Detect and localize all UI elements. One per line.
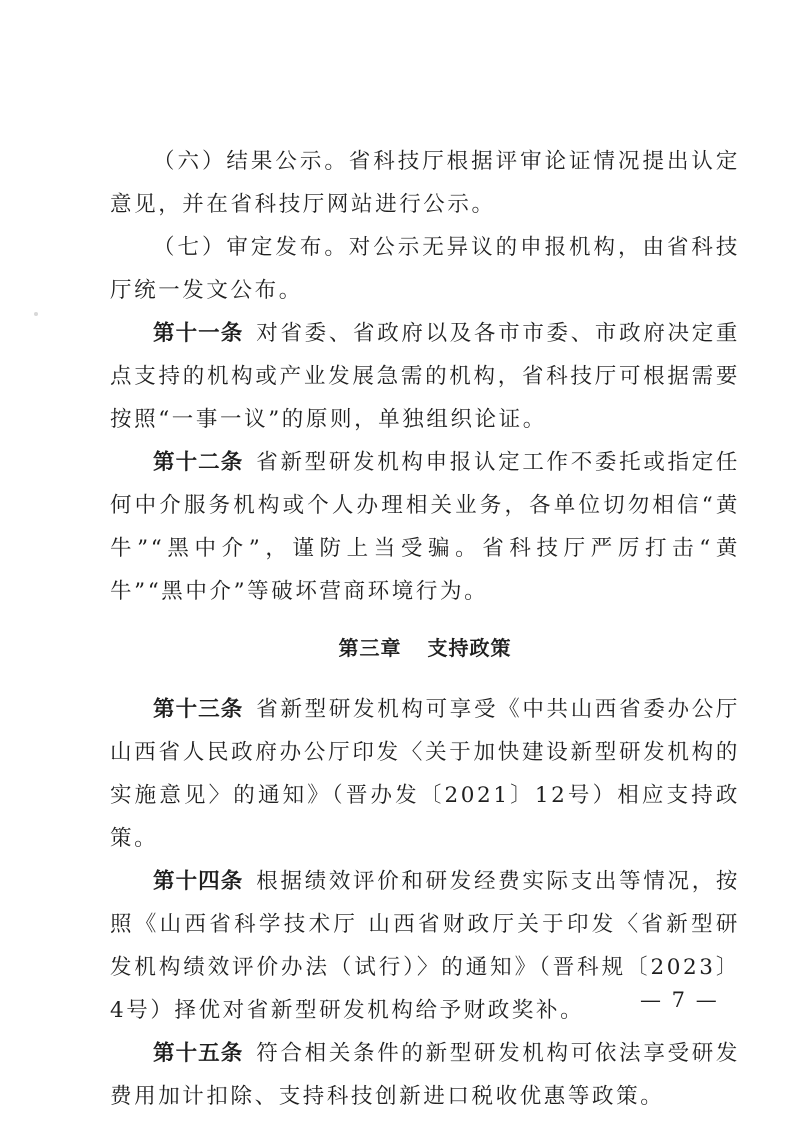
scan-artifact-dot [34,312,38,316]
article-text: 对省委、省政府以及各市市委、市政府决定重点支持的机构或产业发展急需的机构，省科技厅可根据需要按照“一事一议”的原则，单独组织论证。 [110,321,740,432]
paragraph-text: （六）结果公示。省科技厅根据评审论证情况提出认定意见，并在省科技厅网站进行公示。 [110,149,740,217]
article-heading: 第十四条 [153,869,244,894]
article-text: 省新型研发机构申报认定工作不委托或指定任何中介服务机构或个人办理相关业务，各单位切勿相信“黄牛”“黑中介”，谨防上当受骗。省科技厅严厉打击“黄牛”“黑中介”等破坏营商环境行为。 [110,450,740,604]
paragraph-text: （七）审定发布。对公示无异议的申报机构，由省科技厅统一发文公布。 [110,235,740,303]
document-body [110,140,740,1118]
article-13 [110,688,740,860]
article-text: 符合相关条件的新型研发机构可依法享受研发费用加计扣除、支持科技创新进口税收优惠等政策。 [110,1041,740,1109]
paragraph-item-7 [110,226,740,312]
paragraph-item-6 [110,140,740,226]
article-text: 根据绩效评价和研发经费实际支出等情况，按照《山西省科学技术厅 山西省财政厅关于印发〈省新型研发机构绩效评价办法（试行）〉的通知》（晋科规〔2023〕4号）择优对省新型研发机构给予财政奖补。 [110,869,740,1023]
article-11 [110,312,740,441]
chapter-title: 支持政策 [427,636,512,660]
article-15 [110,1032,740,1118]
article-heading: 第十三条 [153,697,244,722]
article-heading: 第十二条 [153,450,244,475]
chapter-number: 第三章 [338,636,402,660]
page-number: — 7 — [640,988,719,1012]
chapter-heading [110,627,740,670]
article-heading: 第十五条 [153,1041,244,1066]
article-heading: 第十一条 [153,321,244,346]
article-text: 省新型研发机构可享受《中共山西省委办公厅 山西省人民政府办公厅印发〈关于加快建设新型研发机构的实施意见〉的通知》（晋办发〔2021〕12号）相应支持政策。 [110,697,740,851]
article-12 [110,441,740,613]
